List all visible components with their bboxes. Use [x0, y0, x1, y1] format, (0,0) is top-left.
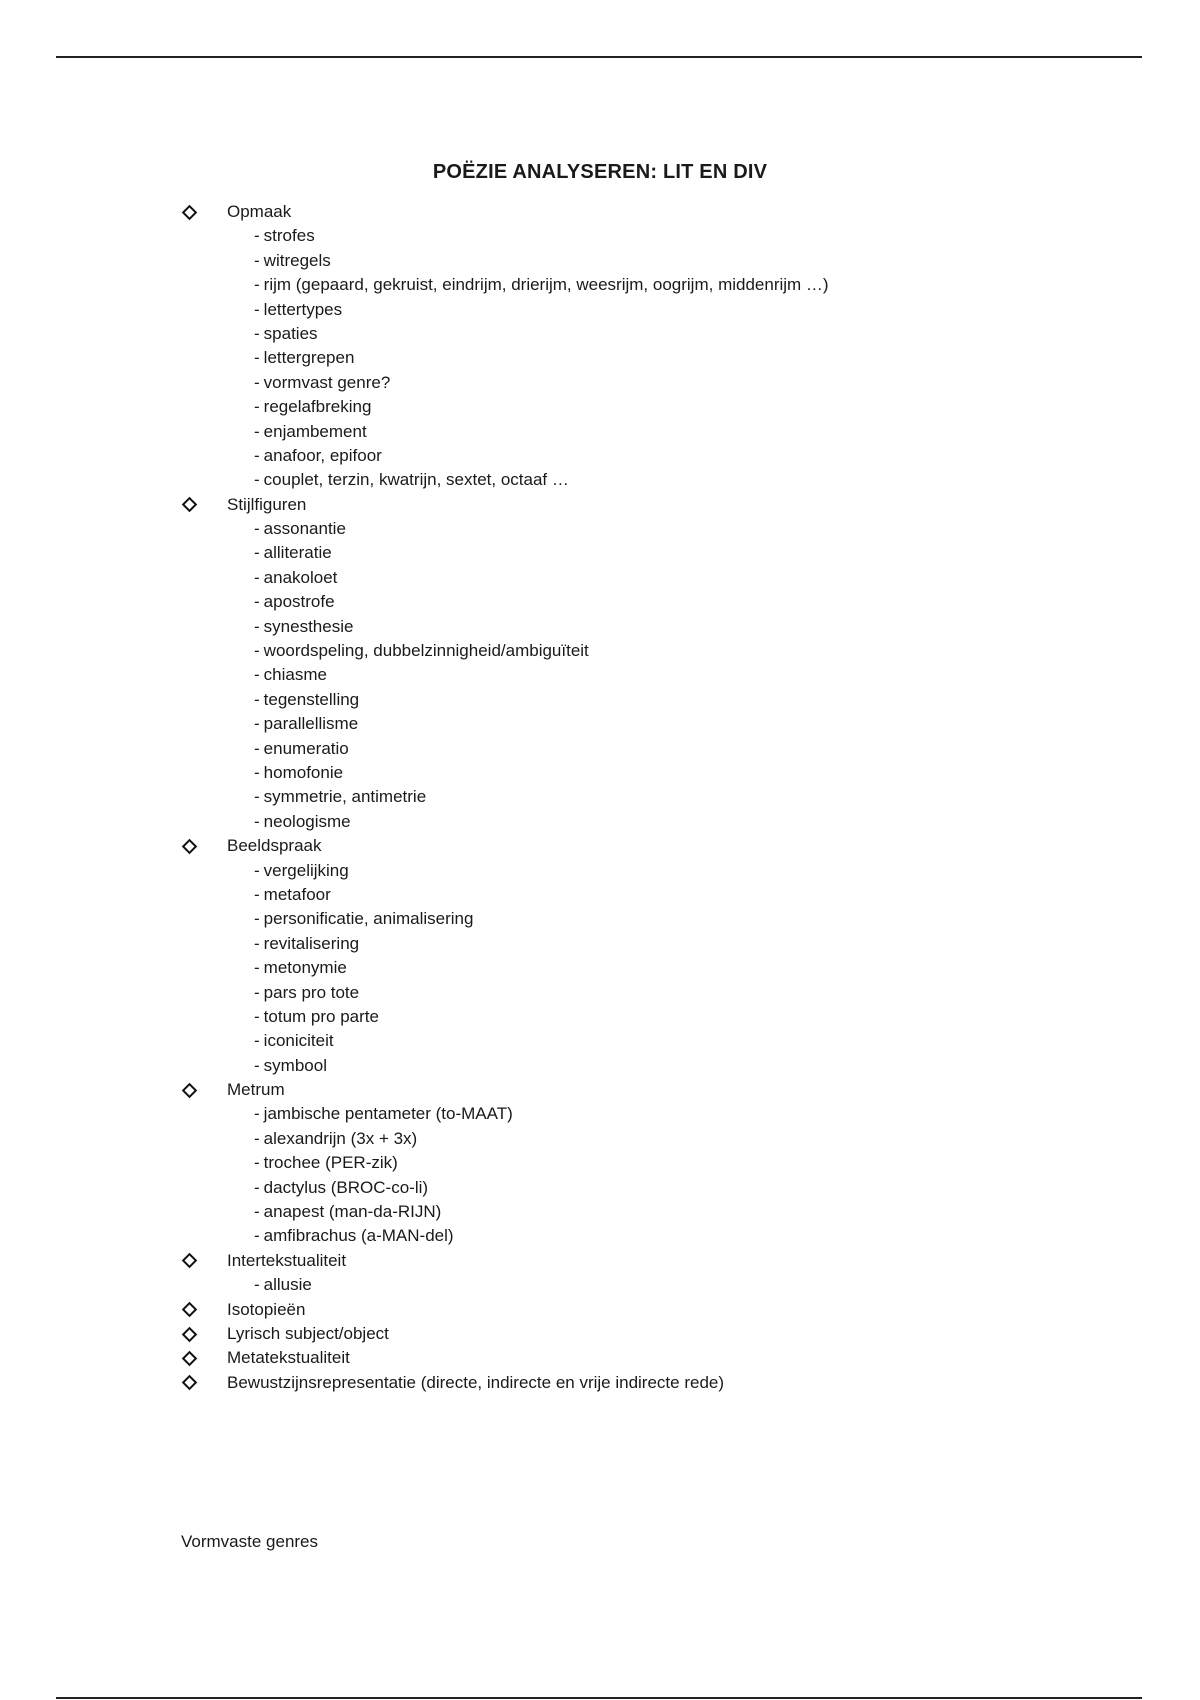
section-label: Opmaak: [227, 202, 292, 221]
dash-marker: -: [254, 933, 260, 953]
dash-marker: -: [254, 616, 260, 636]
subitem: [254, 1151, 829, 1175]
subitem-text: anakoloet: [263, 567, 338, 587]
footer-heading: Vormvaste genres: [181, 1532, 319, 1551]
subitem: [254, 1054, 829, 1078]
top-rule: [56, 56, 1142, 58]
dash-marker: -: [254, 762, 260, 782]
dash-marker: -: [254, 738, 260, 758]
subitem-text: neologisme: [263, 811, 351, 831]
section-label: Metrum: [227, 1080, 285, 1100]
dash-marker: -: [254, 641, 260, 661]
subitem: [254, 981, 829, 1005]
outline-list: [180, 200, 829, 1395]
dash-marker: -: [254, 982, 260, 1002]
section-heading: [180, 1371, 829, 1395]
subitem-text: enumeratio: [263, 738, 349, 758]
diamond-bullet-icon: [182, 1082, 198, 1098]
subitem: [254, 956, 829, 980]
subitem-text: amfibrachus (a-MAN-del): [263, 1226, 454, 1246]
subitem: [254, 420, 829, 444]
dash-marker: -: [254, 1226, 260, 1246]
subitem-text: metafoor: [263, 884, 331, 904]
subitem-text: vergelijking: [263, 860, 349, 880]
subitem-text: allusie: [263, 1275, 312, 1295]
section-label: Lyrisch subject/object: [227, 1323, 389, 1343]
dash-marker: -: [254, 1006, 260, 1026]
subitem: [254, 1029, 829, 1053]
subitem-text: parallellisme: [263, 714, 359, 734]
subitem-text: synesthesie: [263, 616, 354, 636]
dash-marker: -: [254, 519, 260, 539]
dash-marker: -: [254, 787, 260, 807]
dash-marker: -: [254, 1177, 260, 1197]
subitem-text: rijm (gepaard, gekruist, eindrijm, drierijm, weesrijm, oogrijm, middenrijm …): [263, 275, 829, 295]
dash-marker: -: [254, 250, 260, 270]
subitem-text: regelafbreking: [263, 397, 372, 417]
section-3: [180, 1078, 829, 1249]
subitem: [254, 932, 829, 956]
subitem-text: alexandrijn (3x + 3x): [263, 1128, 418, 1148]
bottom-rule: [56, 1697, 1142, 1699]
subitem: [254, 883, 829, 907]
dash-marker: -: [254, 372, 260, 392]
dash-marker: -: [254, 1031, 260, 1051]
dash-marker: -: [254, 1104, 260, 1124]
dash-marker: -: [254, 1275, 260, 1295]
section-label: Beeldspraak: [227, 836, 322, 856]
subitem: [254, 444, 829, 468]
subitem: [254, 322, 829, 346]
dash-marker: -: [254, 397, 260, 417]
subitem-text: lettertypes: [263, 299, 343, 319]
subitem-list: [180, 859, 829, 1079]
subitem-list: [180, 1273, 829, 1297]
dash-marker: -: [254, 348, 260, 368]
subitem-text: apostrofe: [263, 592, 335, 612]
dash-marker: -: [254, 884, 260, 904]
subitem-text: assonantie: [263, 519, 346, 539]
dash-marker: -: [254, 592, 260, 612]
subitem-text: enjambement: [263, 421, 367, 441]
subitem: [254, 639, 829, 663]
section-heading: [180, 1322, 829, 1346]
subitem: [254, 273, 829, 297]
subitem: [254, 615, 829, 639]
subitem: [254, 1273, 829, 1297]
subitem-text: homofonie: [263, 762, 344, 782]
section-heading: [180, 834, 829, 858]
dash-marker: -: [254, 860, 260, 880]
subitem-text: symbool: [263, 1055, 327, 1075]
diamond-bullet-icon: [182, 497, 198, 513]
section-heading: [180, 1078, 829, 1102]
section-label: Metatekstualiteit: [227, 1348, 350, 1368]
dash-marker: -: [254, 714, 260, 734]
subitem-text: totum pro parte: [263, 1006, 379, 1026]
subitem-text: metonymie: [263, 958, 347, 978]
subitem-text: witregels: [263, 250, 331, 270]
dash-marker: -: [254, 470, 260, 490]
subitem-text: spaties: [263, 323, 318, 343]
subitem: [254, 224, 829, 248]
page-title: POËZIE ANALYSEREN: LIT EN DIV: [432, 161, 768, 184]
section-0: [180, 200, 829, 493]
subitem-text: strofes: [263, 226, 315, 246]
diamond-bullet-icon: [182, 204, 198, 220]
dash-marker: -: [254, 543, 260, 563]
subitem: [254, 395, 829, 419]
subitem-text: vormvast genre?: [263, 372, 391, 392]
dash-marker: -: [254, 909, 260, 929]
section-heading: [180, 200, 829, 224]
dash-marker: -: [254, 445, 260, 465]
dash-marker: -: [254, 665, 260, 685]
section-label: Isotopieën: [227, 1299, 306, 1319]
section-4: [180, 1249, 829, 1298]
subitem: [254, 1176, 829, 1200]
subitem-text: alliteratie: [263, 543, 332, 563]
subitem-text: tegenstelling: [263, 689, 360, 709]
subitem-text: iconiciteit: [263, 1031, 334, 1051]
subitem: [254, 663, 829, 687]
subitem: [254, 688, 829, 712]
section-label: Stijlfiguren: [227, 494, 307, 514]
subitem-text: symmetrie, antimetrie: [263, 787, 427, 807]
section-1: [180, 493, 829, 834]
subitem: [254, 907, 829, 931]
subitem: [254, 1102, 829, 1126]
dash-marker: -: [254, 1055, 260, 1075]
subitem: [254, 298, 829, 322]
diamond-bullet-icon: [182, 1351, 198, 1367]
section-heading: [180, 1298, 829, 1322]
subitem: [254, 468, 829, 492]
subitem-text: chiasme: [263, 665, 327, 685]
section-8: [180, 1371, 829, 1395]
dash-marker: -: [254, 567, 260, 587]
subitem: [254, 737, 829, 761]
section-5: [180, 1298, 829, 1322]
dash-marker: -: [254, 226, 260, 246]
subitem-list: [180, 1102, 829, 1248]
subitem: [254, 1127, 829, 1151]
section-6: [180, 1322, 829, 1346]
subitem: [254, 1224, 829, 1248]
diamond-bullet-icon: [182, 1302, 198, 1318]
dash-marker: -: [254, 1153, 260, 1173]
subitem-text: jambische pentameter (to-MAAT): [263, 1104, 513, 1124]
subitem-text: anapest (man-da-RIJN): [263, 1202, 442, 1222]
subitem: [254, 590, 829, 614]
subitem-text: lettergrepen: [263, 348, 355, 368]
subitem-text: trochee (PER-zik): [263, 1153, 398, 1173]
dash-marker: -: [254, 689, 260, 709]
subitem-text: anafoor, epifoor: [263, 445, 382, 465]
dash-marker: -: [254, 811, 260, 831]
subitem: [254, 1005, 829, 1029]
diamond-bullet-icon: [182, 1326, 198, 1342]
subitem: [254, 761, 829, 785]
subitem: [254, 810, 829, 834]
subitem: [254, 566, 829, 590]
section-heading: [180, 1346, 829, 1370]
subitem-list: [180, 224, 829, 492]
subitem: [254, 249, 829, 273]
dash-marker: -: [254, 1128, 260, 1148]
section-2: [180, 834, 829, 1078]
subitem-text: pars pro tote: [263, 982, 360, 1002]
diamond-bullet-icon: [182, 1253, 198, 1269]
subitem: [254, 1200, 829, 1224]
subitem: [254, 346, 829, 370]
subitem: [254, 785, 829, 809]
section-heading: [180, 1249, 829, 1273]
subitem: [254, 541, 829, 565]
diamond-bullet-icon: [182, 1375, 198, 1391]
dash-marker: -: [254, 299, 260, 319]
dash-marker: -: [254, 1202, 260, 1222]
subitem-text: couplet, terzin, kwatrijn, sextet, octaaf …: [263, 470, 569, 490]
dash-marker: -: [254, 421, 260, 441]
diamond-bullet-icon: [182, 839, 198, 855]
subitem: [254, 859, 829, 883]
section-7: [180, 1346, 829, 1370]
subitem-text: revitalisering: [263, 933, 360, 953]
subitem: [254, 712, 829, 736]
subitem-text: woordspeling, dubbelzinnigheid/ambiguïteit: [263, 641, 589, 661]
subitem: [254, 517, 829, 541]
dash-marker: -: [254, 958, 260, 978]
subitem-text: dactylus (BROC-co-li): [263, 1177, 429, 1197]
section-label: Intertekstualiteit: [227, 1250, 347, 1270]
section-heading: [180, 493, 829, 517]
section-label: Bewustzijnsrepresentatie (directe, indirecte en vrije indirecte rede): [227, 1372, 725, 1392]
dash-marker: -: [254, 275, 260, 295]
subitem-text: personificatie, animalisering: [263, 909, 474, 929]
subitem: [254, 371, 829, 395]
subitem-list: [180, 517, 829, 834]
dash-marker: -: [254, 323, 260, 343]
